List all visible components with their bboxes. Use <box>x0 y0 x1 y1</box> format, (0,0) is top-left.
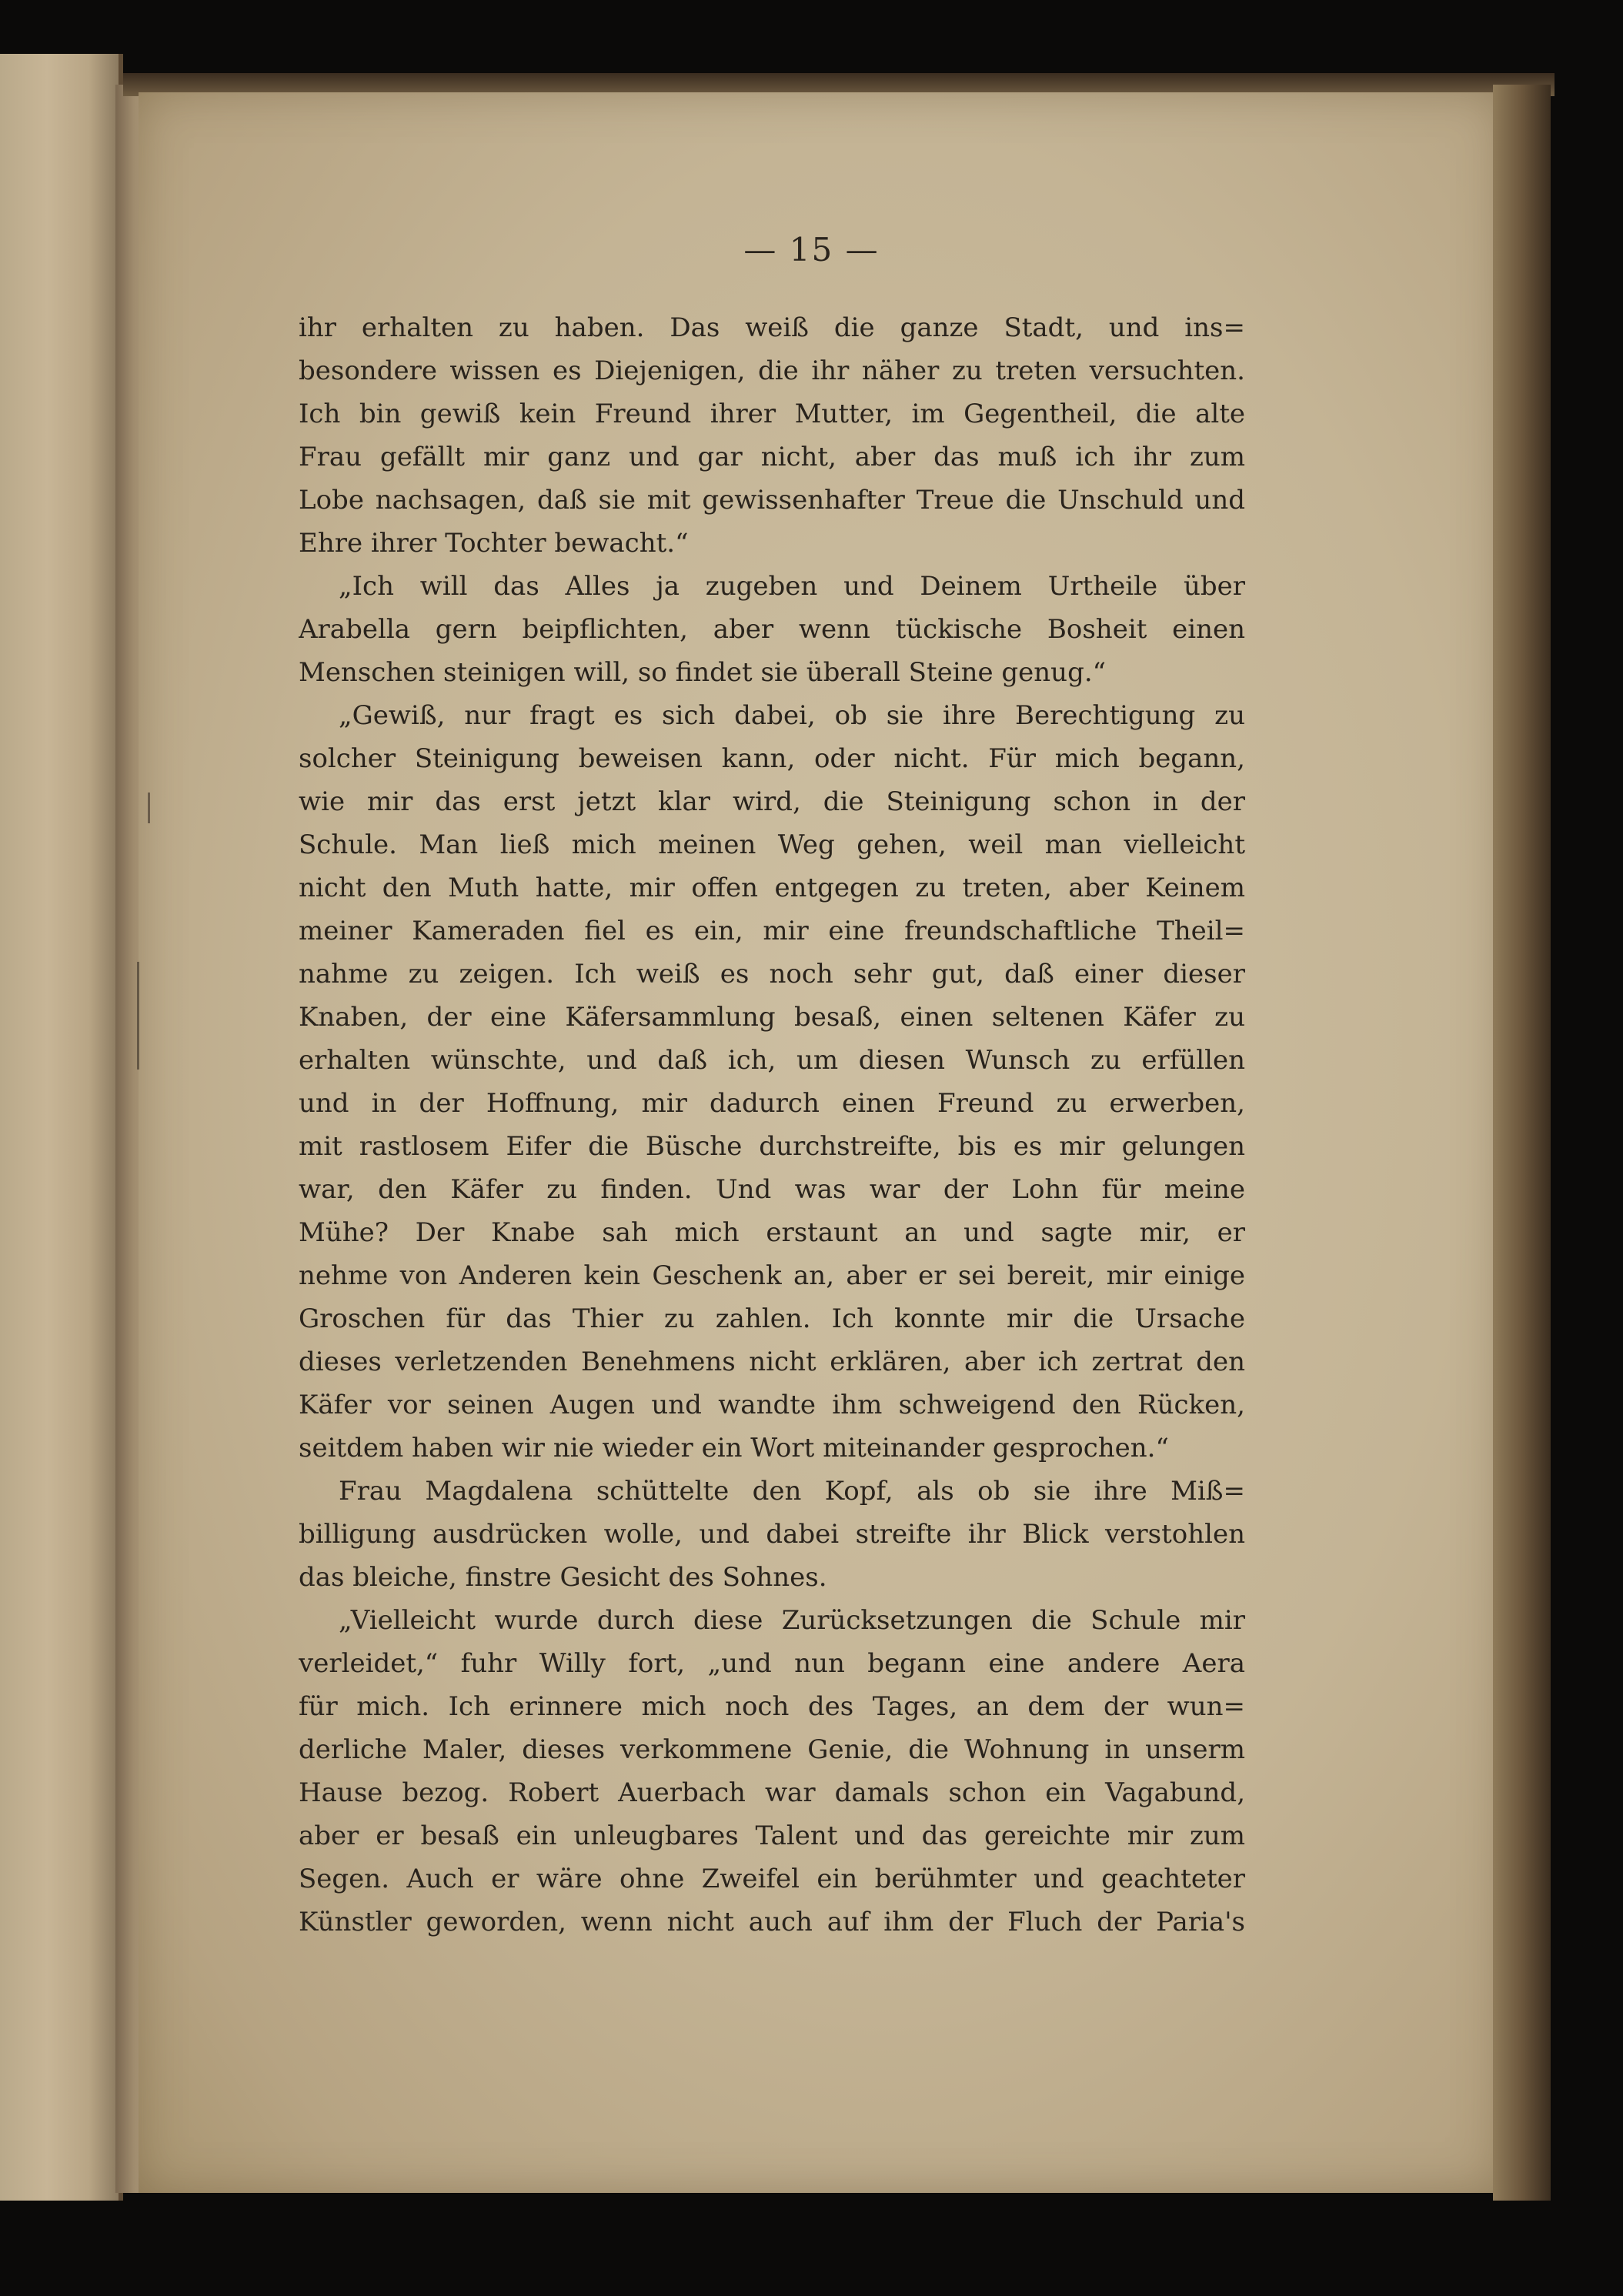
text-line: Knaben, der eine Käfersammlung besaß, einen seltenen Käfer zu <box>299 1002 1245 1033</box>
previous-page-edge <box>0 54 123 2201</box>
text-line: solcher Steinigung beweisen kann, oder nicht. Für mich begann, <box>299 743 1245 774</box>
text-line: besondere wissen es Diejenigen, die ihr näher zu treten versuchten. <box>299 355 1245 386</box>
text-line: „Gewiß, nur fragt es sich dabei, ob sie ihre Berechtigung zu <box>339 700 1245 731</box>
text-line: Mühe? Der Knabe sah mich erstaunt an und sagte mir, er <box>299 1217 1245 1248</box>
text-line: Käfer vor seinen Augen und wandte ihm schweigend den Rücken, <box>299 1390 1245 1420</box>
page-right-edge <box>1493 85 1551 2201</box>
text-line: „Vielleicht wurde durch diese Zurücksetzungen die Schule mir <box>339 1605 1245 1636</box>
text-line: Segen. Auch er wäre ohne Zweifel ein berühmter und geachteter <box>299 1864 1245 1894</box>
text-line: erhalten wünschte, und daß ich, um diesen Wunsch zu erfüllen <box>299 1045 1245 1076</box>
text-line: Arabella gern beipflichten, aber wenn tückische Bosheit einen <box>299 614 1245 645</box>
text-line: Ehre ihrer Tochter bewacht.“ <box>299 528 689 559</box>
text-line: für mich. Ich erinnere mich noch des Tages, an dem der wun= <box>299 1691 1245 1722</box>
text-line: billigung ausdrücken wolle, und dabei streifte ihr Blick verstohlen <box>299 1519 1245 1550</box>
text-line: dieses verletzenden Benehmens nicht erklären, aber ich zertrat den <box>299 1347 1245 1377</box>
text-line: Frau gefällt mir ganz und gar nicht, aber das muß ich ihr zum <box>299 442 1245 472</box>
text-line: Frau Magdalena schüttelte den Kopf, als ob sie ihre Miß= <box>339 1476 1245 1507</box>
text-line: nahme zu zeigen. Ich weiß es noch sehr gut, daß einer dieser <box>299 959 1245 989</box>
text-line: mit rastlosem Eifer die Büsche durchstreifte, bis es mir gelungen <box>299 1131 1245 1162</box>
text-line: war, den Käfer zu finden. Und was war der Lohn für meine <box>299 1174 1245 1205</box>
text-line: aber er besaß ein unleugbares Talent und das gereichte mir zum <box>299 1820 1245 1851</box>
text-line: „Ich will das Alles ja zugeben und Deinem Urtheile über <box>339 571 1245 602</box>
text-line: nicht den Muth hatte, mir offen entgegen zu treten, aber Keinem <box>299 873 1245 903</box>
page-number: — 15 — <box>743 231 880 269</box>
margin-mark <box>148 793 150 823</box>
text-line: Hause bezog. Robert Auerbach war damals schon ein Vagabund, <box>299 1777 1245 1808</box>
text-line: Schule. Man ließ mich meinen Weg gehen, weil man vielleicht <box>299 829 1245 860</box>
text-line: verleidet,“ fuhr Willy fort, „und nun begann eine andere Aera <box>299 1648 1245 1679</box>
text-line: meiner Kameraden fiel es ein, mir eine freundschaftliche Theil= <box>299 916 1245 946</box>
text-line: ihr erhalten zu haben. Das weiß die ganze Stadt, und ins= <box>299 312 1245 343</box>
text-line: das bleiche, finstre Gesicht des Sohnes. <box>299 1562 827 1593</box>
text-line: seitdem haben wir nie wieder ein Wort miteinander gesprochen.“ <box>299 1433 1169 1463</box>
text-line: Groschen für das Thier zu zahlen. Ich konnte mir die Ursache <box>299 1303 1245 1334</box>
margin-mark <box>137 962 139 1070</box>
text-line: nehme von Anderen kein Geschenk an, aber er sei bereit, mir einige <box>299 1260 1245 1291</box>
body-text <box>299 306 1245 1944</box>
text-line: derliche Maler, dieses verkommene Genie, die Wohnung in unserm <box>299 1734 1245 1765</box>
text-line: Künstler geworden, wenn nicht auch auf ihm der Fluch der Paria's <box>299 1907 1245 1937</box>
text-line: wie mir das erst jetzt klar wird, die Steinigung schon in der <box>299 786 1245 817</box>
text-line: Lobe nachsagen, daß sie mit gewissenhafter Treue die Unschuld und <box>299 485 1245 516</box>
text-line: Menschen steinigen will, so findet sie überall Steine genug.“ <box>299 657 1107 688</box>
text-line: Ich bin gewiß kein Freund ihrer Mutter, im Gegentheil, die alte <box>299 399 1245 429</box>
text-line: und in der Hoffnung, mir dadurch einen Freund zu erwerben, <box>299 1088 1245 1119</box>
